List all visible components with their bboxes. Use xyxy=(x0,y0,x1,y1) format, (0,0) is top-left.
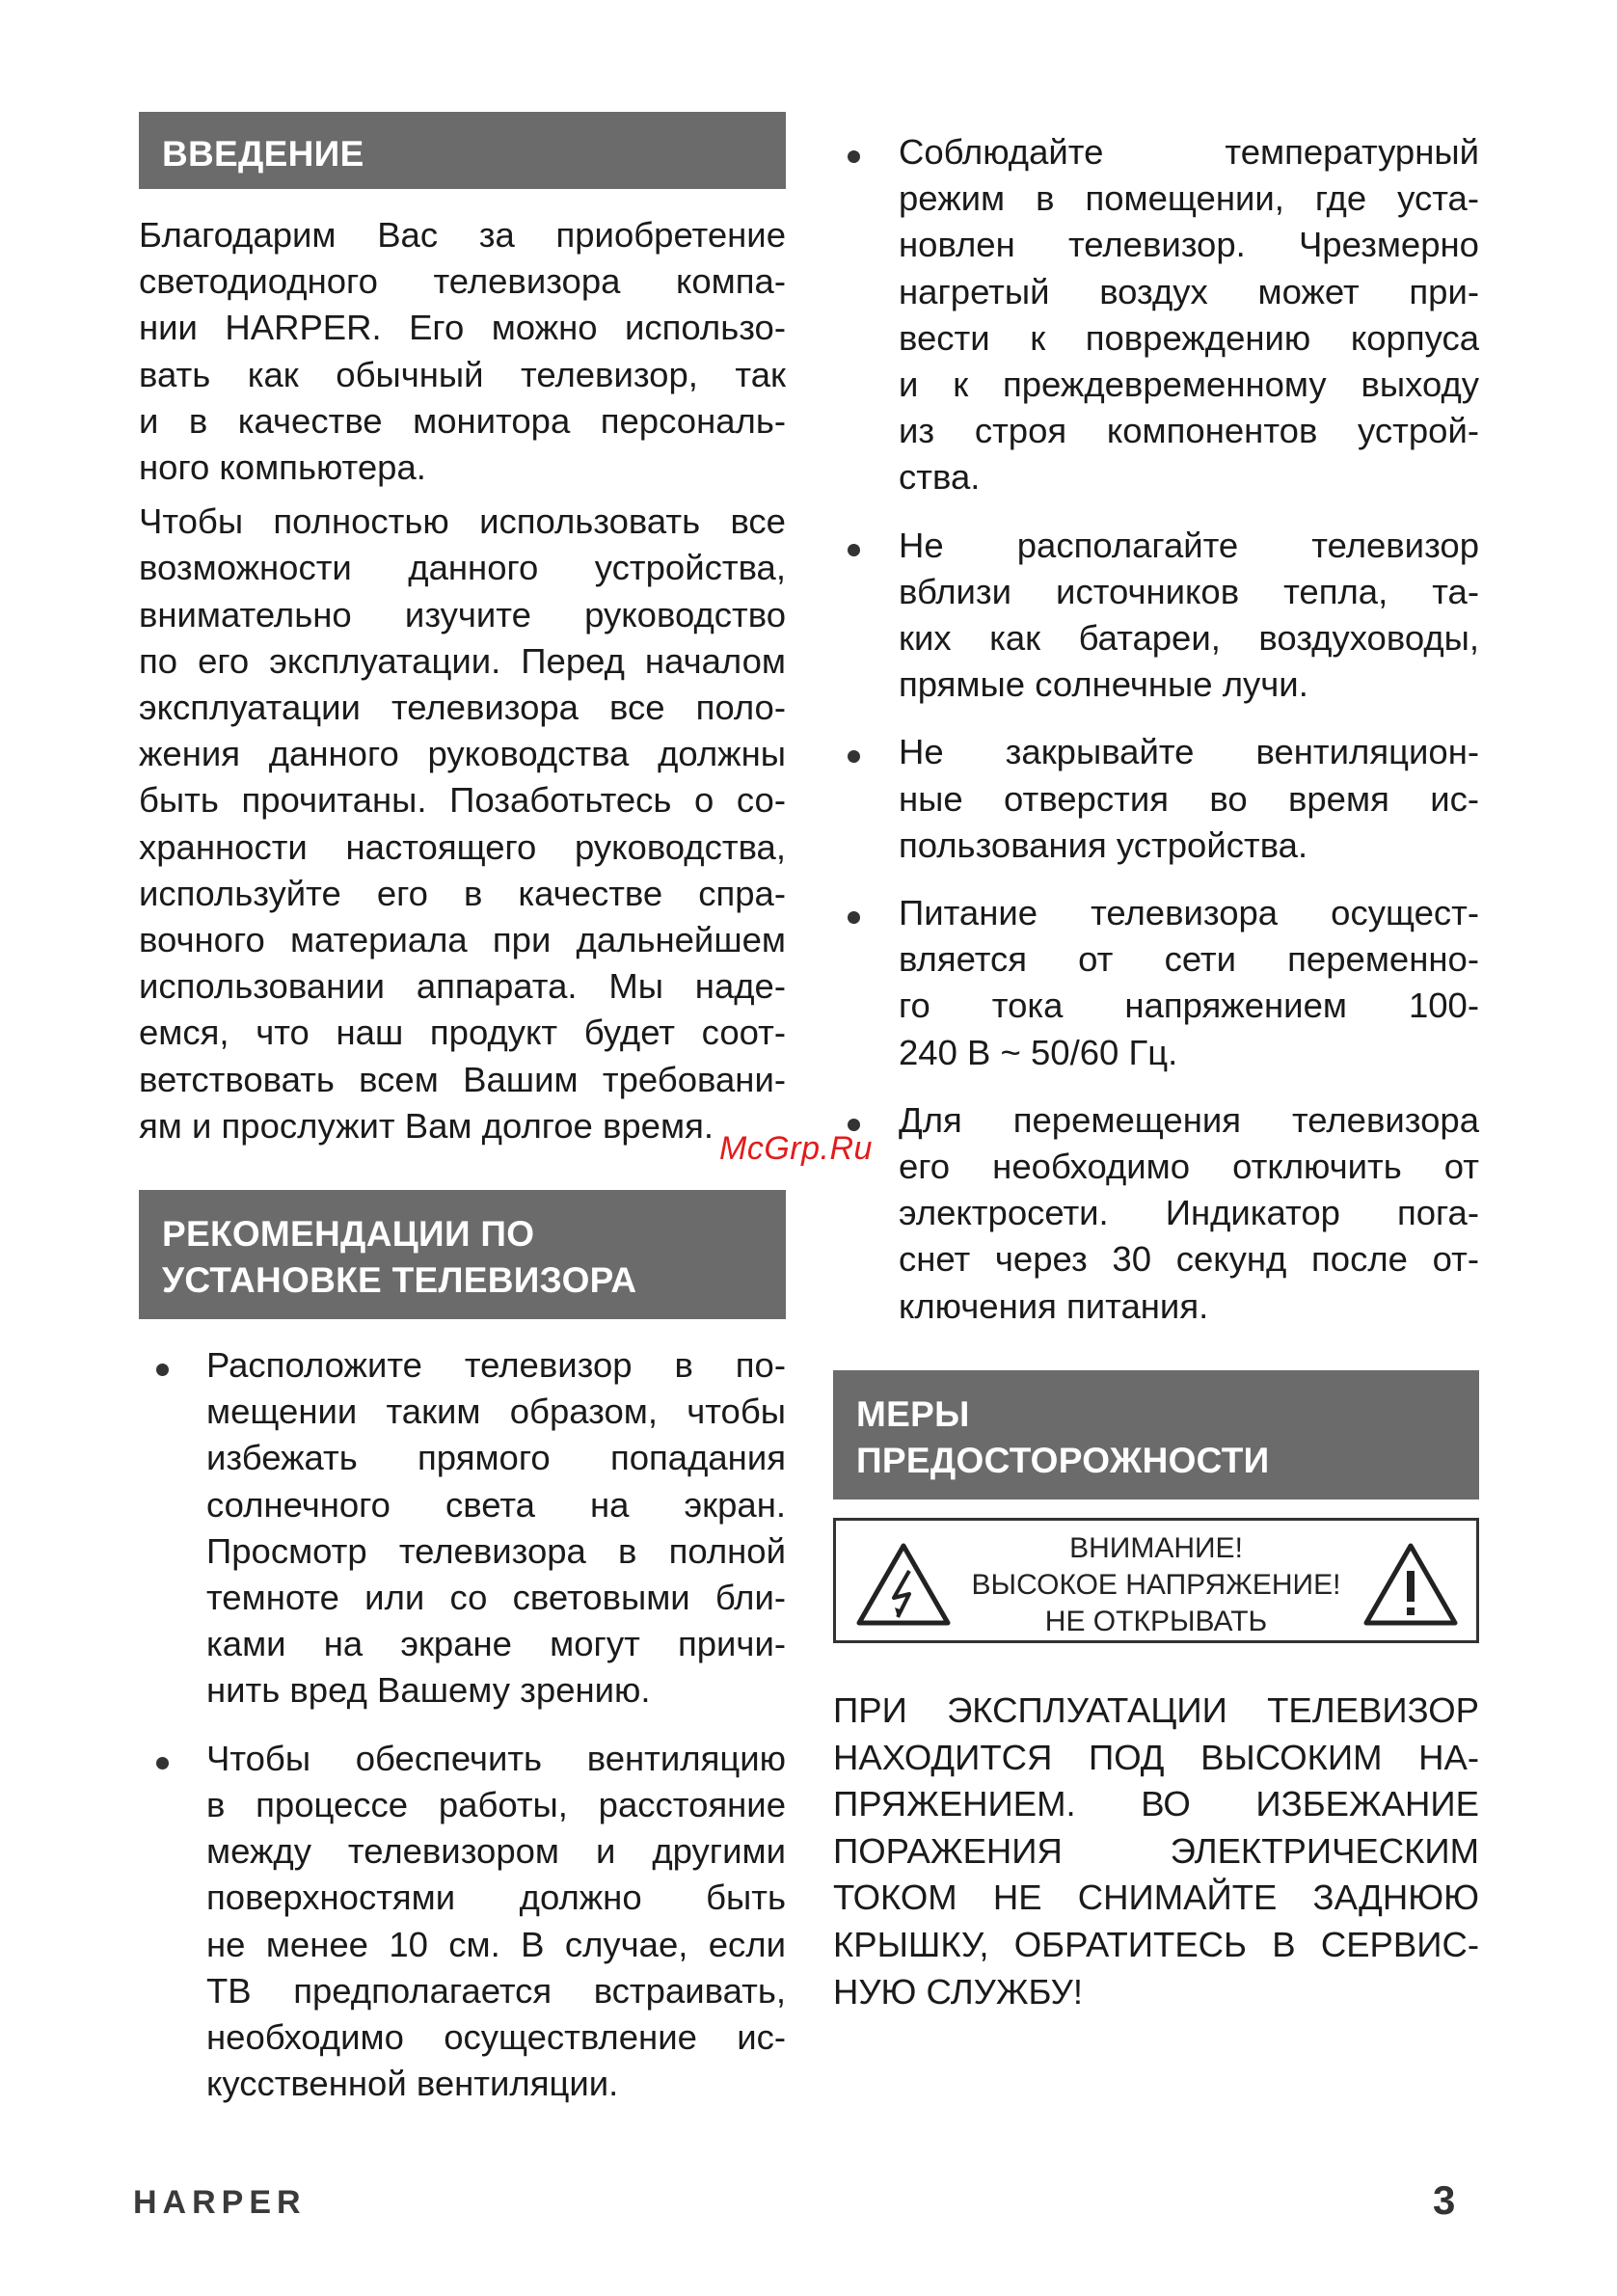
text-line: хранности настоящего руководства, xyxy=(139,826,786,867)
list-item xyxy=(833,890,1479,1076)
text-line: нии HARPER. Его можно использо- xyxy=(139,308,786,348)
text-line: Благодарим Вас за приобретение xyxy=(139,215,786,255)
install-bullet-list-right xyxy=(833,129,1479,1330)
text-line: Соблюдайте температурный xyxy=(899,132,1479,172)
text-line: избежать прямого попадания xyxy=(206,1438,786,1478)
text-line: и к преждевременному выходу xyxy=(899,365,1479,405)
harper-logo xyxy=(133,2185,341,2218)
text-line: вести к повреждению корпуса xyxy=(899,317,1479,358)
exclamation-warning-icon xyxy=(1362,1542,1459,1627)
text-line: ветствовать всем Вашим требовани- xyxy=(139,1059,786,1099)
text-line: кусственной вентиляции. xyxy=(206,2064,619,2104)
bullet-icon xyxy=(848,911,860,924)
text-line: вочного материала при дальнейшем xyxy=(139,920,786,960)
text-line: необходимо осуществление ис- xyxy=(206,2016,786,2057)
text-line: Для перемещения телевизора xyxy=(899,1099,1479,1140)
safety-heading-line: ПРЕДОСТОРОЖНОСТИ xyxy=(856,1440,1270,1480)
text-line: электросети. Индикатор пога- xyxy=(899,1193,1479,1233)
text-line: эксплуатации телевизора все поло- xyxy=(139,688,786,728)
text-line: 240 В ~ 50/60 Гц. xyxy=(899,1032,1178,1072)
text-line: ного компьютера. xyxy=(139,447,426,488)
text-line: солнечного света на экран. xyxy=(206,1484,786,1525)
safety-heading-line: МЕРЫ xyxy=(856,1393,970,1434)
text-line: ПРИ ЭКСПЛУАТАЦИИ ТЕЛЕВИЗОР xyxy=(833,1690,1479,1730)
bullet-icon xyxy=(848,750,860,763)
text-line: Расположите телевизор в по- xyxy=(206,1345,786,1386)
text-line: ключения питания. xyxy=(899,1285,1209,1326)
list-item xyxy=(833,1097,1479,1330)
brand-logo xyxy=(133,2185,341,2223)
text-line: между телевизором и другими xyxy=(206,1831,786,1872)
text-line: вблизи источников тепла, та- xyxy=(899,571,1479,611)
text-line: мещении таким образом, чтобы xyxy=(206,1391,786,1432)
text-line: жения данного руководства должны xyxy=(139,734,786,774)
text-line: возможности данного устройства, xyxy=(139,548,786,588)
text-line: прямые солнечные лучи. xyxy=(899,664,1308,705)
text-line: быть прочитаны. Позаботьтесь о со- xyxy=(139,780,786,821)
bullet-icon xyxy=(156,1757,169,1769)
list-item xyxy=(139,1342,786,1715)
text-line: ства. xyxy=(899,457,981,498)
text-line: пользования устройства. xyxy=(899,824,1308,865)
page-number: 3 xyxy=(1433,2177,1456,2223)
safety-caps-paragraph xyxy=(833,1688,1479,2015)
bullet-icon xyxy=(848,544,860,556)
text-line: Питание телевизора осущест- xyxy=(899,893,1479,933)
install-heading xyxy=(139,1190,786,1319)
text-line: поверхностями должно быть xyxy=(206,1877,786,1918)
text-line: темноте или со световыми бли- xyxy=(206,1578,786,1618)
intro-heading-text: ВВЕДЕНИЕ xyxy=(162,134,364,174)
text-line: ям и прослужит Вам долгое время. xyxy=(139,1105,714,1146)
text-line: и в качестве монитора персональ- xyxy=(139,400,786,441)
left-column xyxy=(139,112,786,2107)
text-line: вляется от сети переменно- xyxy=(899,939,1479,980)
install-bullet-list-left xyxy=(139,1342,786,2107)
warning-line: ВЫСОКОЕ НАПРЯЖЕНИЕ! xyxy=(971,1569,1341,1601)
install-heading-line: РЕКОМЕНДАЦИИ ПО xyxy=(162,1214,535,1255)
text-line: снет через 30 секунд после от- xyxy=(899,1239,1479,1280)
safety-heading xyxy=(833,1370,1479,1499)
bullet-icon xyxy=(848,150,860,163)
text-line: в процессе работы, расстояние xyxy=(206,1784,786,1824)
text-line: по его эксплуатации. Перед началом xyxy=(139,640,786,681)
text-line: его необходимо отключить от xyxy=(899,1147,1479,1187)
text-line: ких как батареи, воздуховоды, xyxy=(899,618,1479,659)
list-item xyxy=(833,129,1479,501)
text-line: НУЮ СЛУЖБУ! xyxy=(833,1971,1083,2012)
text-line: ПОРАЖЕНИЯ ЭЛЕКТРИЧЕСКИМ xyxy=(833,1830,1479,1871)
text-line: нагретый воздух может при- xyxy=(899,271,1479,311)
text-line: использовании аппарата. Мы наде- xyxy=(139,966,786,1007)
intro-heading xyxy=(139,112,786,189)
list-item xyxy=(139,1736,786,2108)
text-line: НАХОДИТСЯ ПОД ВЫСОКИМ НА- xyxy=(833,1737,1479,1777)
text-line: внимательно изучите руководство xyxy=(139,594,786,635)
install-heading-line: УСТАНОВКЕ ТЕЛЕВИЗОРА xyxy=(162,1260,637,1301)
text-line: не менее 10 см. В случае, если xyxy=(206,1924,786,1964)
text-line: ные отверстия во время ис- xyxy=(899,778,1479,819)
intro-paragraph-2 xyxy=(139,499,786,1149)
list-item xyxy=(833,523,1479,709)
list-item xyxy=(833,729,1479,869)
bullet-icon xyxy=(156,1364,169,1376)
text-line: ПРЯЖЕНИЕМ. ВО ИЗБЕЖАНИЕ xyxy=(833,1784,1479,1824)
right-column xyxy=(833,129,1479,1499)
text-line: ТВ предполагается встраивать, xyxy=(206,1970,786,2011)
text-line: вать как обычный телевизор, так xyxy=(139,354,786,394)
bullet-icon xyxy=(848,1119,860,1131)
text-line: Чтобы обеспечить вентиляцию xyxy=(206,1738,786,1778)
intro-paragraph-1 xyxy=(139,212,786,491)
text-line: емся, что наш продукт будет соот- xyxy=(139,1013,786,1053)
text-line: светодиодного телевизора компа- xyxy=(139,261,786,302)
text-line: новлен телевизор. Чрезмерно xyxy=(899,225,1479,265)
watermark: McGrp.Ru xyxy=(719,1130,873,1167)
brand-logo-text: HARPER xyxy=(133,2185,307,2218)
text-line: Не закрывайте вентиляцион- xyxy=(899,732,1479,772)
text-line: из строя компонентов устрой- xyxy=(899,411,1479,451)
text-line: используйте его в качестве спра- xyxy=(139,873,786,913)
text-line: Не располагайте телевизор xyxy=(899,525,1479,565)
text-line: режим в помещении, где уста- xyxy=(899,178,1479,219)
text-line: го тока напряжением 100- xyxy=(899,986,1479,1026)
text-line: ТОКОМ НЕ СНИМАЙТЕ ЗАДНЮЮ xyxy=(833,1877,1479,1918)
text-line: КРЫШКУ, ОБРАТИТЕСЬ В СЕРВИС- xyxy=(833,1924,1479,1964)
warning-line: ВНИМАНИЕ! xyxy=(1069,1532,1243,1564)
warning-box xyxy=(833,1518,1479,1643)
text-line: нить вред Вашему зрению. xyxy=(206,1670,651,1711)
warning-line: НЕ ОТКРЫВАТЬ xyxy=(1044,1606,1268,1637)
text-line: Чтобы полностью использовать все xyxy=(139,501,786,542)
text-line: Просмотр телевизора в полной xyxy=(206,1530,786,1571)
text-line: ками на экране могут причи- xyxy=(206,1624,786,1664)
